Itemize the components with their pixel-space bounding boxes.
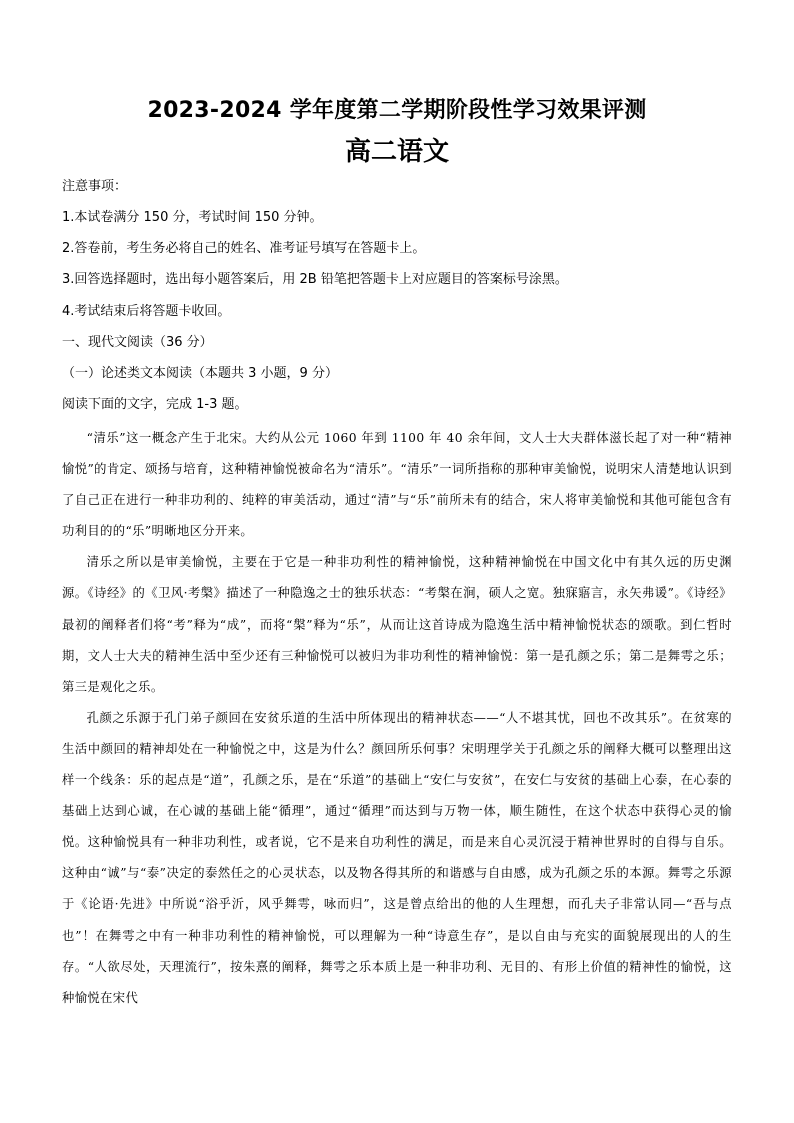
part-heading: 一、现代文阅读（36 分） — [62, 335, 213, 350]
note-item-4: 4.考试结束后将答题卡收回。 — [62, 304, 231, 319]
passage-paragraph-1: “清乐”这一概念产生于北宋。大约从公元 1060 年到 1100 年 40 余年间，文人士大夫群体滋长起了对一种“精神愉悦”的肯定、颂扬与培育，这种精神愉悦被命名为“清乐”。“清乐”一词所指称的那种审美愉悦，说明宋人清楚地认识到了自己正在进行一种非功利的、纯粹的审美活动，通过“清”与“乐”前所未有的结合，宋人将审美愉悦和其他可能包含有功利目的的“乐”明晰地区分开来。 — [62, 431, 732, 539]
note-item-1: 1.本试卷满分 150 分，考试时间 150 分钟。 — [62, 210, 323, 225]
sub-heading: （一）论述类文本阅读（本题共 3 小题，9 分） — [62, 366, 338, 381]
notes-heading: 注意事项： — [62, 179, 128, 194]
passage-paragraph-2: 清乐之所以是审美愉悦，主要在于它是一种非功利性的精神愉悦，这种精神愉悦在中国文化中有其久远的历史渊源。《诗经》的《卫风·考槃》描述了一种隐逸之士的独乐状态：“考槃在涧，硕人之宽。独寐寤言，永矢弗谖”。《诗经》最初的阐释者们将“考”释为“成”，而将“槃”释为“乐”，从而让这首诗成为隐逸生活中精神愉悦状态的颂歌。到仁哲时期，文人士大夫的精神生活中至少还有三种愉悦可以被归为非功利性的精神愉悦：第一是孔颜之乐；第二是舞雩之乐；第三是观化之乐。 — [62, 555, 732, 694]
reading-instruction: 阅读下面的文字，完成 1-3 题。 — [62, 397, 248, 412]
reading-passage — [62, 423, 732, 1014]
note-item-2: 2.答卷前，考生务必将自己的姓名、准考证号填写在答题卡上。 — [62, 241, 426, 256]
passage-paragraph-3: 孔颜之乐源于孔门弟子颜回在安贫乐道的生活中所体现出的精神状态——“人不堪其忧，回也不改其乐”。在贫寒的生活中颜回的精神却处在一种愉悦之中，这是为什么？颜回所乐何事？宋明理学关于孔颜之乐的阐释大概可以整理出这样一个线条：乐的起点是“道”，孔颜之乐，是在“乐道”的基础上“安仁与安贫”，在安仁与安贫的基础上心泰，在心泰的基础上达到心诚，在心诚的基础上能“循理”，通过“循理”而达到与万物一体，顺生随性，在这个状态中获得心灵的愉悦。这种愉悦具有一种非功利性，或者说，它不是来自功利性的满足，而是来自心灵沉浸于精神世界时的自得与自乐。这种由“诚”与“泰”决定的泰然任之的心灵状态，以及物各得其所的和谐感与自由感，成为孔颜之乐的本源。舞雩之乐源于《论语·先进》中所说“浴乎沂，风乎舞雩，咏而归”，这是曾点给出的他的人生理想，而孔夫子非常认同—“吾与点也”！在舞雩之中有一种非功利性的精神愉悦，可以理解为一种“诗意生存”，是以自由与充实的面貌展现出的人的生存。“人欲尽处，天理流行”，按朱熹的阐释，舞雩之乐本质上是一种非功利、无目的、有形上价值的精神性的愉悦，这种愉悦在宋代 — [62, 710, 732, 1005]
exam-subject: 高二语文 — [344, 137, 449, 167]
exam-title: 2023-2024 学年度第二学期阶段性学习效果评测 — [147, 98, 647, 123]
note-item-3: 3.回答选择题时，选出每小题答案后，用 2B 铅笔把答题卡上对应题目的答案标号涂黑。 — [62, 272, 568, 287]
